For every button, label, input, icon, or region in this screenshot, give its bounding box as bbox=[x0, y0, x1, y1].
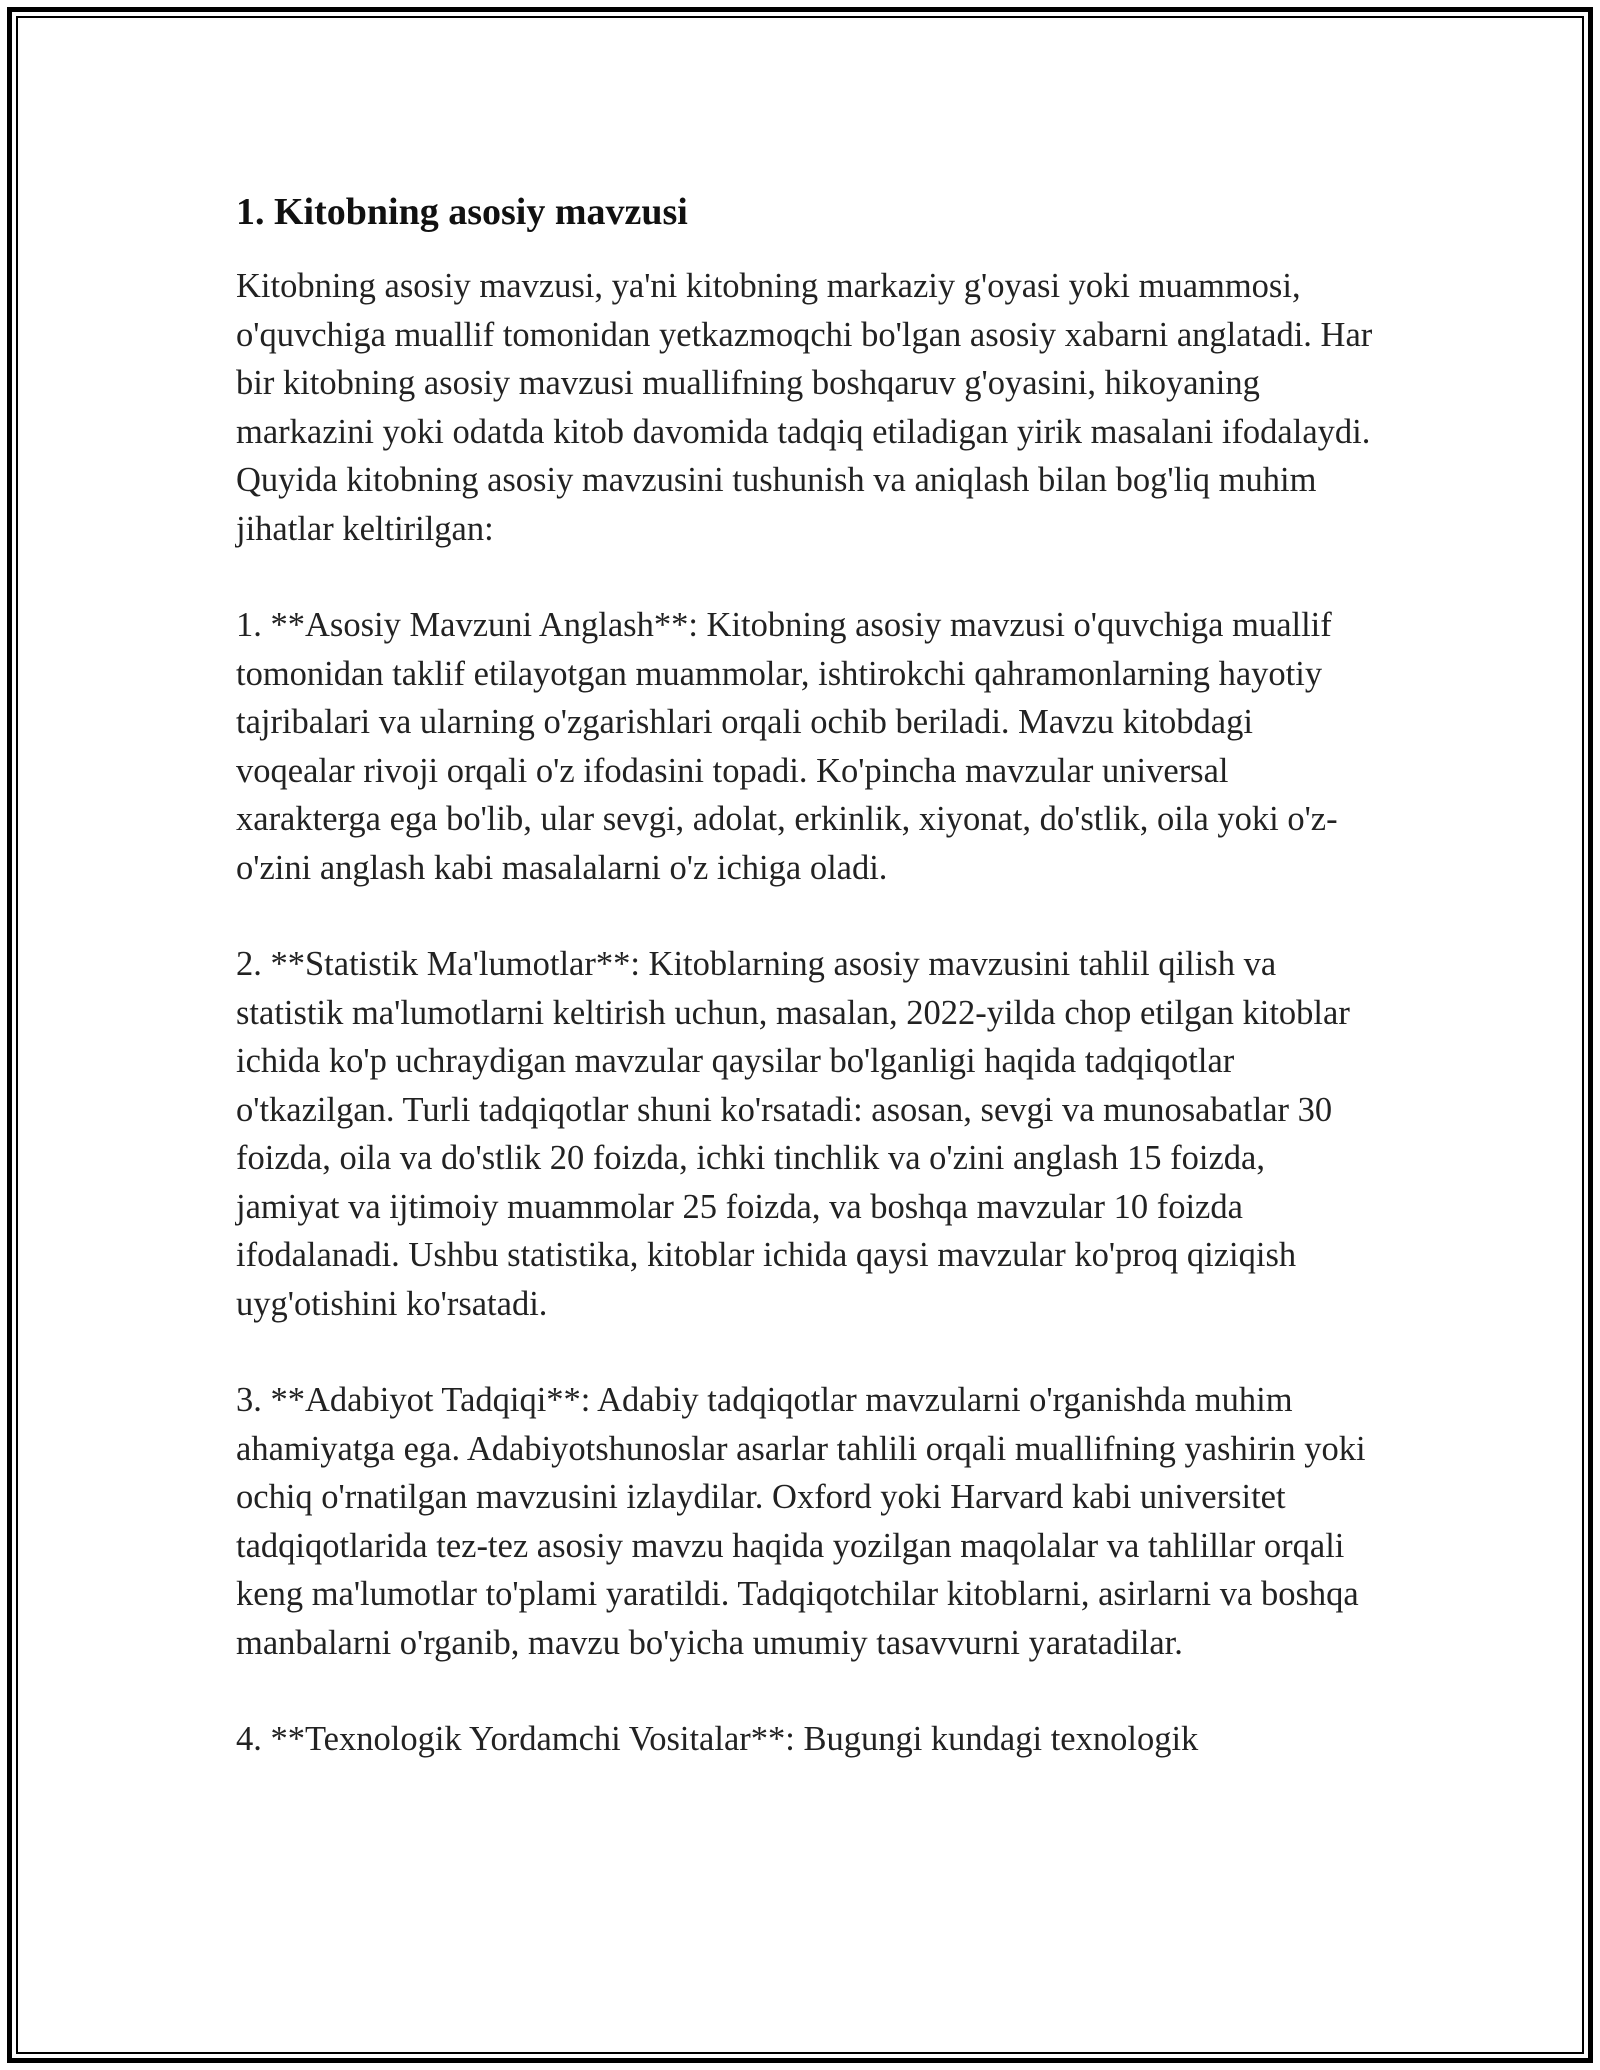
list-item-paragraph: 1. **Asosiy Mavzuni Anglash**: Kitobning asosiy mavzusi o'quvchiga muallif tomonidan taklif etilayotgan muammolar, ishtirokchi qahramonlarning hayotiy tajribalari va ularning o'zgarishlari orqali ochib beriladi. Mavzu kitobdagi voqealar rivoji orqali o'z ifodasini topadi. Ko'pincha mavzular universal xarakterga ega bo'lib, ular sevgi, adolat, erkinlik, xiyonat, do'stlik, oila yoki o'z-o'zini anglash kabi masalalarni o'z ichiga oladi. bbox=[236, 606, 1338, 887]
intro-paragraph: Kitobning asosiy mavzusi, ya'ni kitobning markaziy g'oyasi yoki muammosi, o'quvchiga muallif tomonidan yetkazmoqchi bo'lgan asosiy xabarni anglatadi. Har bir kitobning asosiy mavzusi muallifning boshqaruv g'oyasini, hikoyaning markazini yoki odatda kitob davomida tadqiq etiladigan yirik masalani ifodalaydi. Quyida kitobning asosiy mavzusini tushunish va aniqlash bilan bog'liq muhim jihatlar keltirilgan: bbox=[236, 267, 1373, 548]
list-item-paragraph: 3. **Adabiyot Tadqiqi**: Adabiy tadqiqotlar mavzularni o'rganishda muhim ahamiyatga ega. Adabiyotshunoslar asarlar tahlili orqali muallifning yashirin yoki ochiq o'rnatilgan mavzusini izlaydilar. Oxford yoki Harvard kabi universitet tadqiqotlarida tez-tez asosiy mavzu haqida yozilgan maqolalar va tahlillar orqali keng ma'lumotlar to'plami yaratildi. Tadqiqotchilar kitoblarni, asirlarni va boshqa manbalarni o'rganib, mavzu bo'yicha umumiy tasavvurni yaratadilar. bbox=[236, 1381, 1366, 1662]
section-heading: 1. Kitobning asosiy mavzusi bbox=[236, 191, 688, 233]
list-item-paragraph: 4. **Texnologik Yordamchi Vositalar**: Bugungi kundagi texnologik bbox=[236, 1720, 1199, 1758]
list-item-paragraph: 2. **Statistik Ma'lumotlar**: Kitoblarning asosiy mavzusini tahlil qilish va statistik ma'lumotlarni keltirish uchun, masalan, 2022-yilda chop etilgan kitoblar ichida ko'p uchraydigan mavzular qaysilar bo'lganligi haqida tadqiqotlar o'tkazilgan. Turli tadqiqotlar shuni ko'rsatadi: asosan, sevgi va munosabatlar 30 foizda, oila va do'stlik 20 foizda, ichki tinchlik va o'zini anglash 15 foizda, jamiyat va ijtimoiy muammolar 25 foizda, va boshqa mavzular 10 foizda ifodalanadi. Ushbu statistika, kitoblar ichida qaysi mavzular ko'proq qiziqish uyg'otishini ko'rsatadi. bbox=[236, 945, 1350, 1323]
document-body bbox=[236, 186, 1376, 1764]
